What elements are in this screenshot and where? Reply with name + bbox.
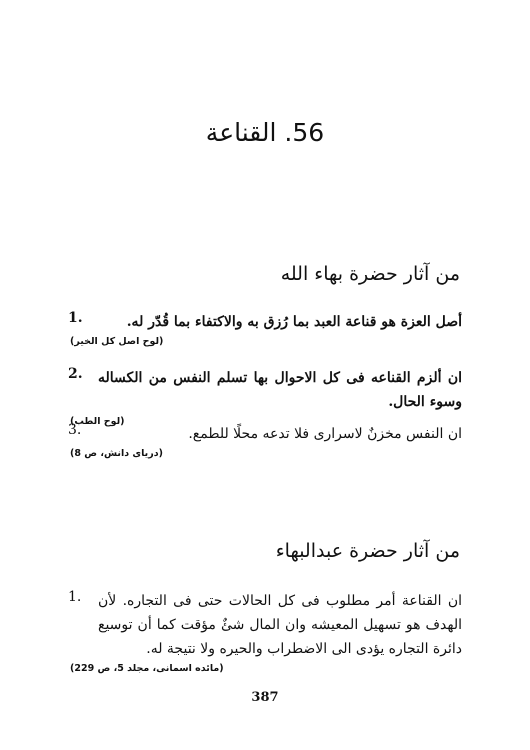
page-number: 387 xyxy=(251,690,279,705)
quote-number: 3. xyxy=(68,422,82,438)
section-heading-abdulbaha: من آثار حضرة عبدالبهاء xyxy=(275,540,460,562)
quote-source: (مائده اسمانى، مجلد 5، ص 229) xyxy=(70,663,224,674)
quote-source: (لوح اصل كل الخير) xyxy=(70,336,164,347)
quote-number: 2. xyxy=(68,366,83,382)
quote-source: (لوح الطب) xyxy=(70,416,125,427)
section-heading-bahaullah: من آثار حضرة بهاء الله xyxy=(280,263,460,285)
quote-item xyxy=(68,366,462,427)
quote-item xyxy=(68,310,462,347)
quote-source: (دریای دانش، ص 8) xyxy=(70,448,163,459)
quote-text: أصل العزة هو قناعة العبد بما رُزق به والاكتفاء بما قُدّر له. xyxy=(126,314,462,330)
quote-text: ان القناعة أمر مطلوب فى كل الحالات حتى فى التجاره. لأن الهدف هو تسهيل المعيشه وان المال شئٌ مؤقت كما أن توسيع دائرة التجاره يؤدى الى الاضطراب والحيره ولا نتيجة له. xyxy=(98,593,462,657)
quote-text: ان النفس مخزنٌ لاسرارى فلا تدعه محلًا للطمع. xyxy=(188,426,462,442)
chapter-title: 56. القناعة xyxy=(205,118,325,147)
quote-number: 1. xyxy=(68,589,82,605)
quote-number: 1. xyxy=(68,310,83,326)
quote-item xyxy=(68,589,462,674)
quote-text: ان ألزم القناعه فى كل الاحوال بها تسلم النفس من الكساله وسوء الحال. xyxy=(98,370,462,410)
quote-item xyxy=(68,422,462,459)
